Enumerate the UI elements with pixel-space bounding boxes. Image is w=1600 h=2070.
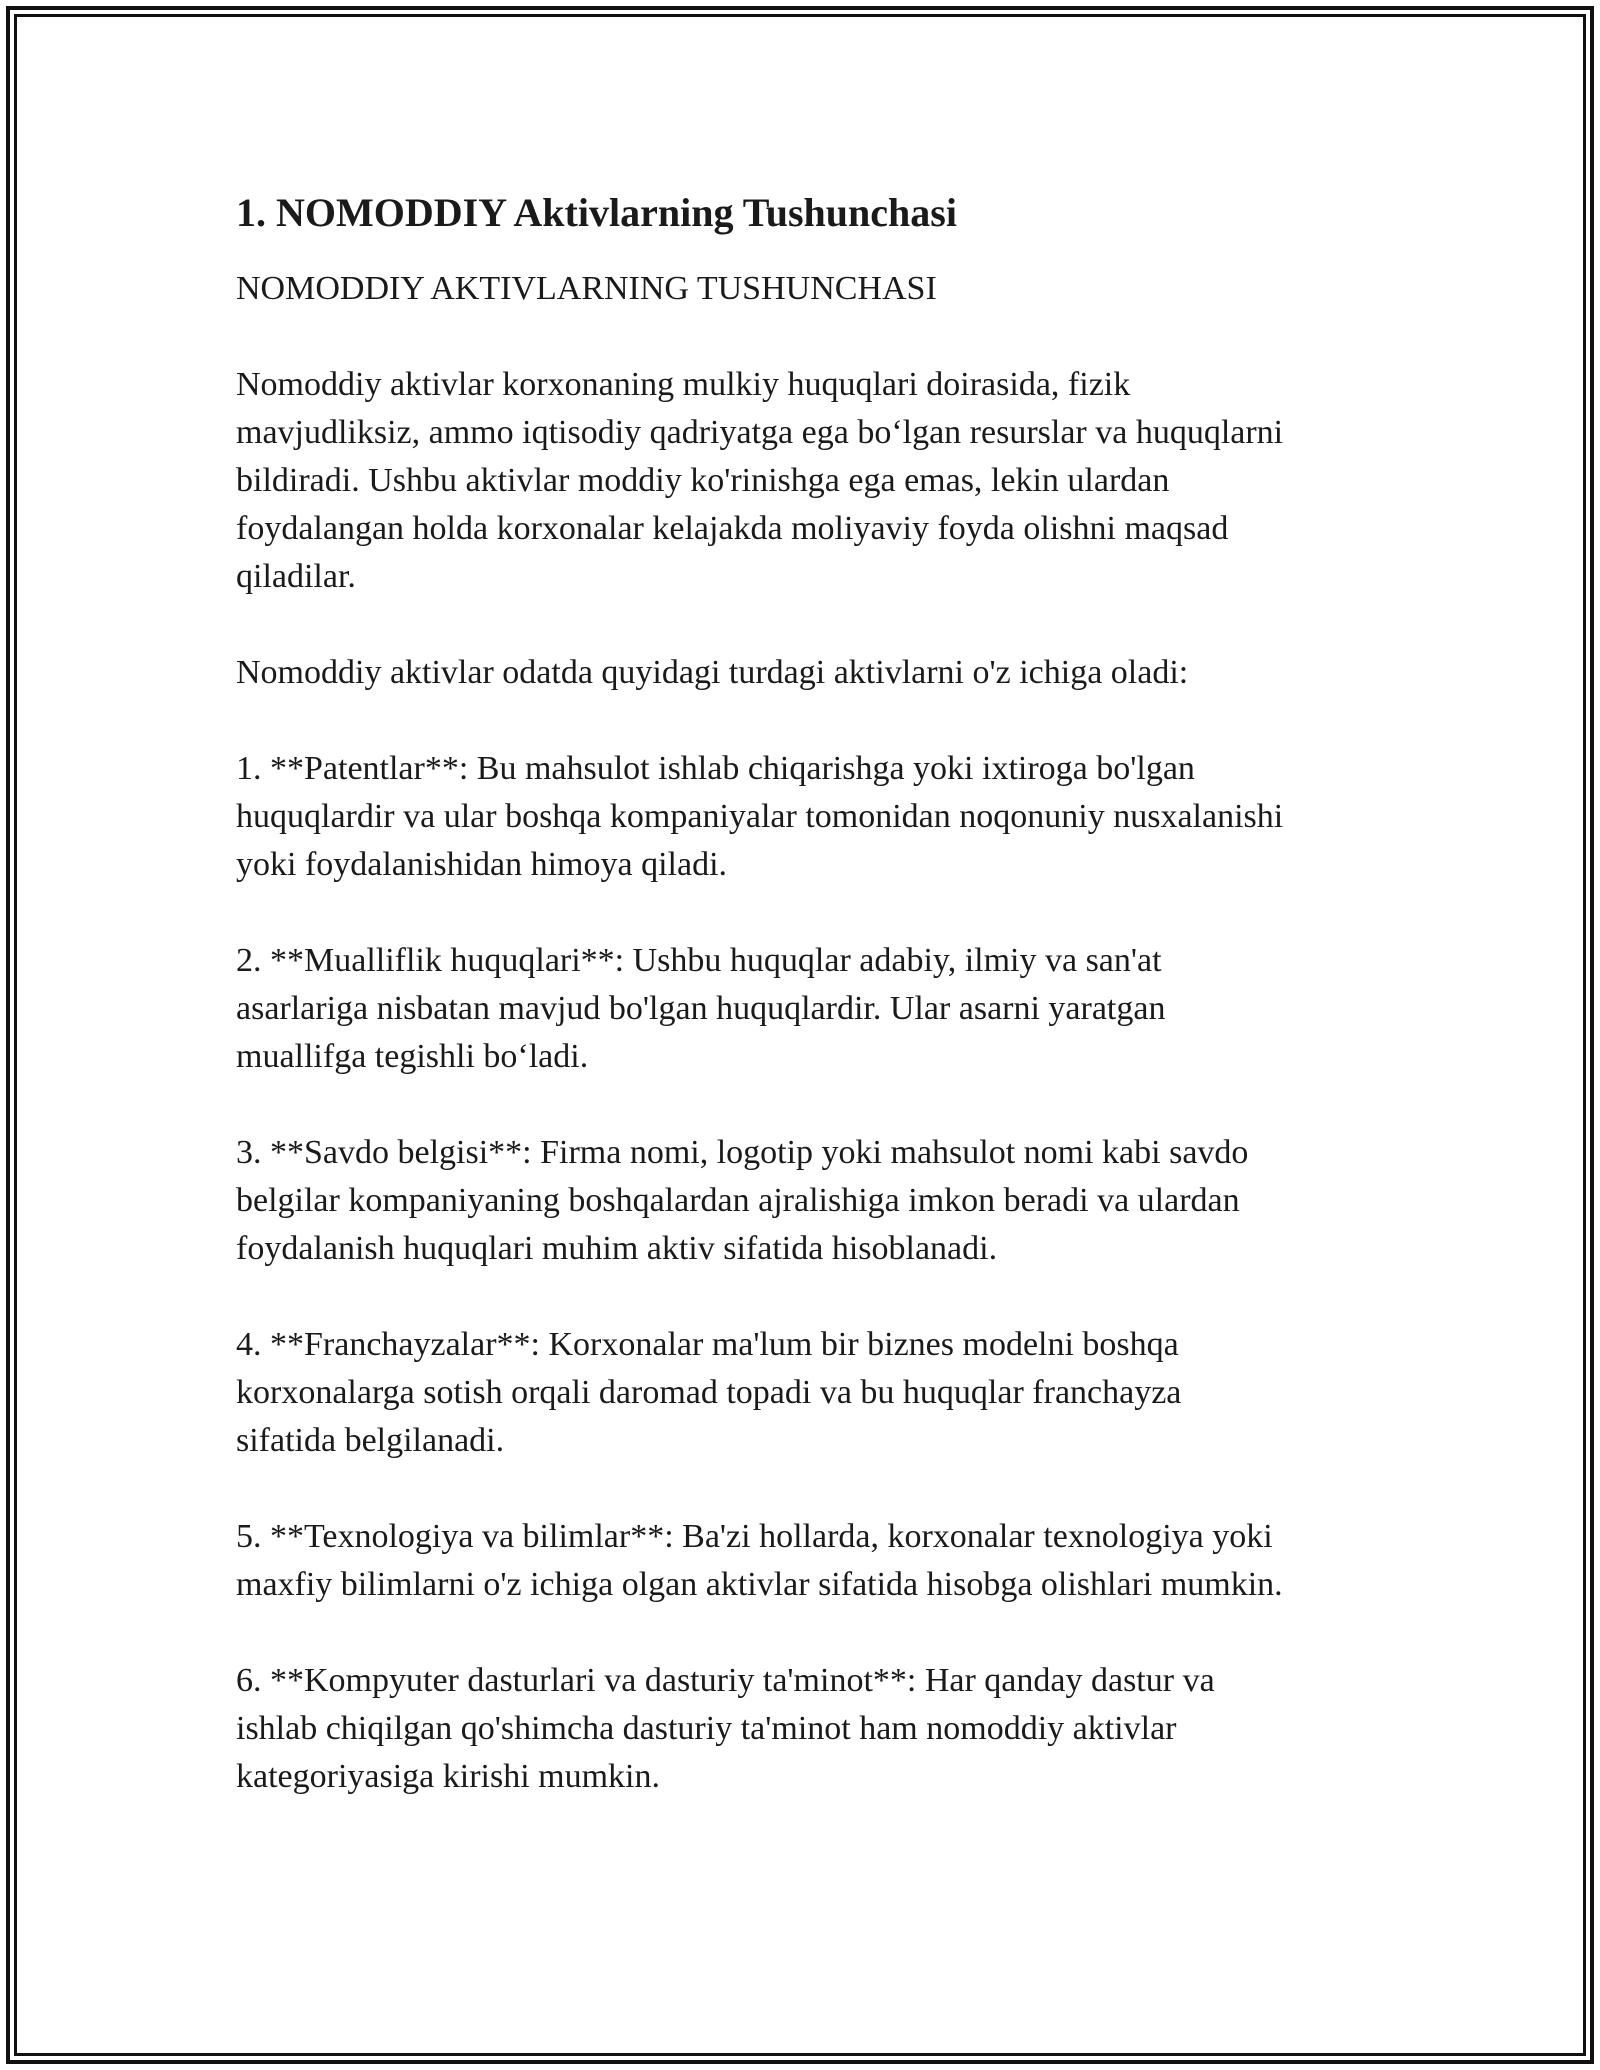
list-item-software: 6. **Kompyuter dasturlari va dasturiy ta'minot**: Har qanday dastur va ishlab chiqilgan qo'shimcha dasturiy ta'minot ham nomoddiy aktivlar kategoriyasiga kirishi mumkin. bbox=[236, 1662, 1215, 1795]
document-body bbox=[236, 185, 1376, 1849]
list-item-patents: 1. **Patentlar**: Bu mahsulot ishlab chiqarishga yoki ixtiroga bo'lgan huquqlardir va ular boshqa kompaniyalar tomonidan noqonuniy nusxalanishi yoki foydalanishidan himoya qiladi. bbox=[236, 750, 1284, 883]
list-item-technology: 5. **Texnologiya va bilimlar**: Ba'zi hollarda, korxonalar texnologiya yoki maxfiy bilimlarni o'z ichiga olgan aktivlar sifatida hisobga olishlari mumkin. bbox=[236, 1518, 1283, 1603]
list-intro-paragraph: Nomoddiy aktivlar odatda quyidagi turdagi aktivlarni o'z ichiga oladi: bbox=[236, 654, 1189, 691]
list-item-franchises: 4. **Franchayzalar**: Korxonalar ma'lum bir biznes modelni boshqa korxonalarga sotish orqali daromad topadi va bu huquqlar franchayza sifatida belgilanadi. bbox=[236, 1326, 1182, 1459]
document-subheading: NOMODDIY AKTIVLARNING TUSHUNCHASI bbox=[236, 270, 937, 307]
list-item-trademark: 3. **Savdo belgisi**: Firma nomi, logotip yoki mahsulot nomi kabi savdo belgilar kompaniyaning boshqalardan ajralishiga imkon beradi va ulardan foydalanish huquqlari muhim aktiv sifatida hisoblanadi. bbox=[236, 1134, 1249, 1267]
list-item-copyrights: 2. **Mualliflik huquqlari**: Ushbu huquqlar adabiy, ilmiy va san'at asarlariga nisbatan mavjud bo'lgan huquqlardir. Ular asarni yaratgan muallifga tegishli bo‘ladi. bbox=[236, 942, 1166, 1075]
document-heading: 1. NOMODDIY Aktivlarning Tushunchasi bbox=[236, 190, 957, 235]
intro-paragraph: Nomoddiy aktivlar korxonaning mulkiy huquqlari doirasida, fizik mavjudliksiz, ammo iqtisodiy qadriyatga ega bo‘lgan resurslar va huquqlarni bildiradi. Ushbu aktivlar moddiy ko'rinishga ega emas, lekin ulardan foydalangan holda korxonalar kelajakda moliyaviy foyda olishni maqsad qiladilar. bbox=[236, 366, 1284, 595]
